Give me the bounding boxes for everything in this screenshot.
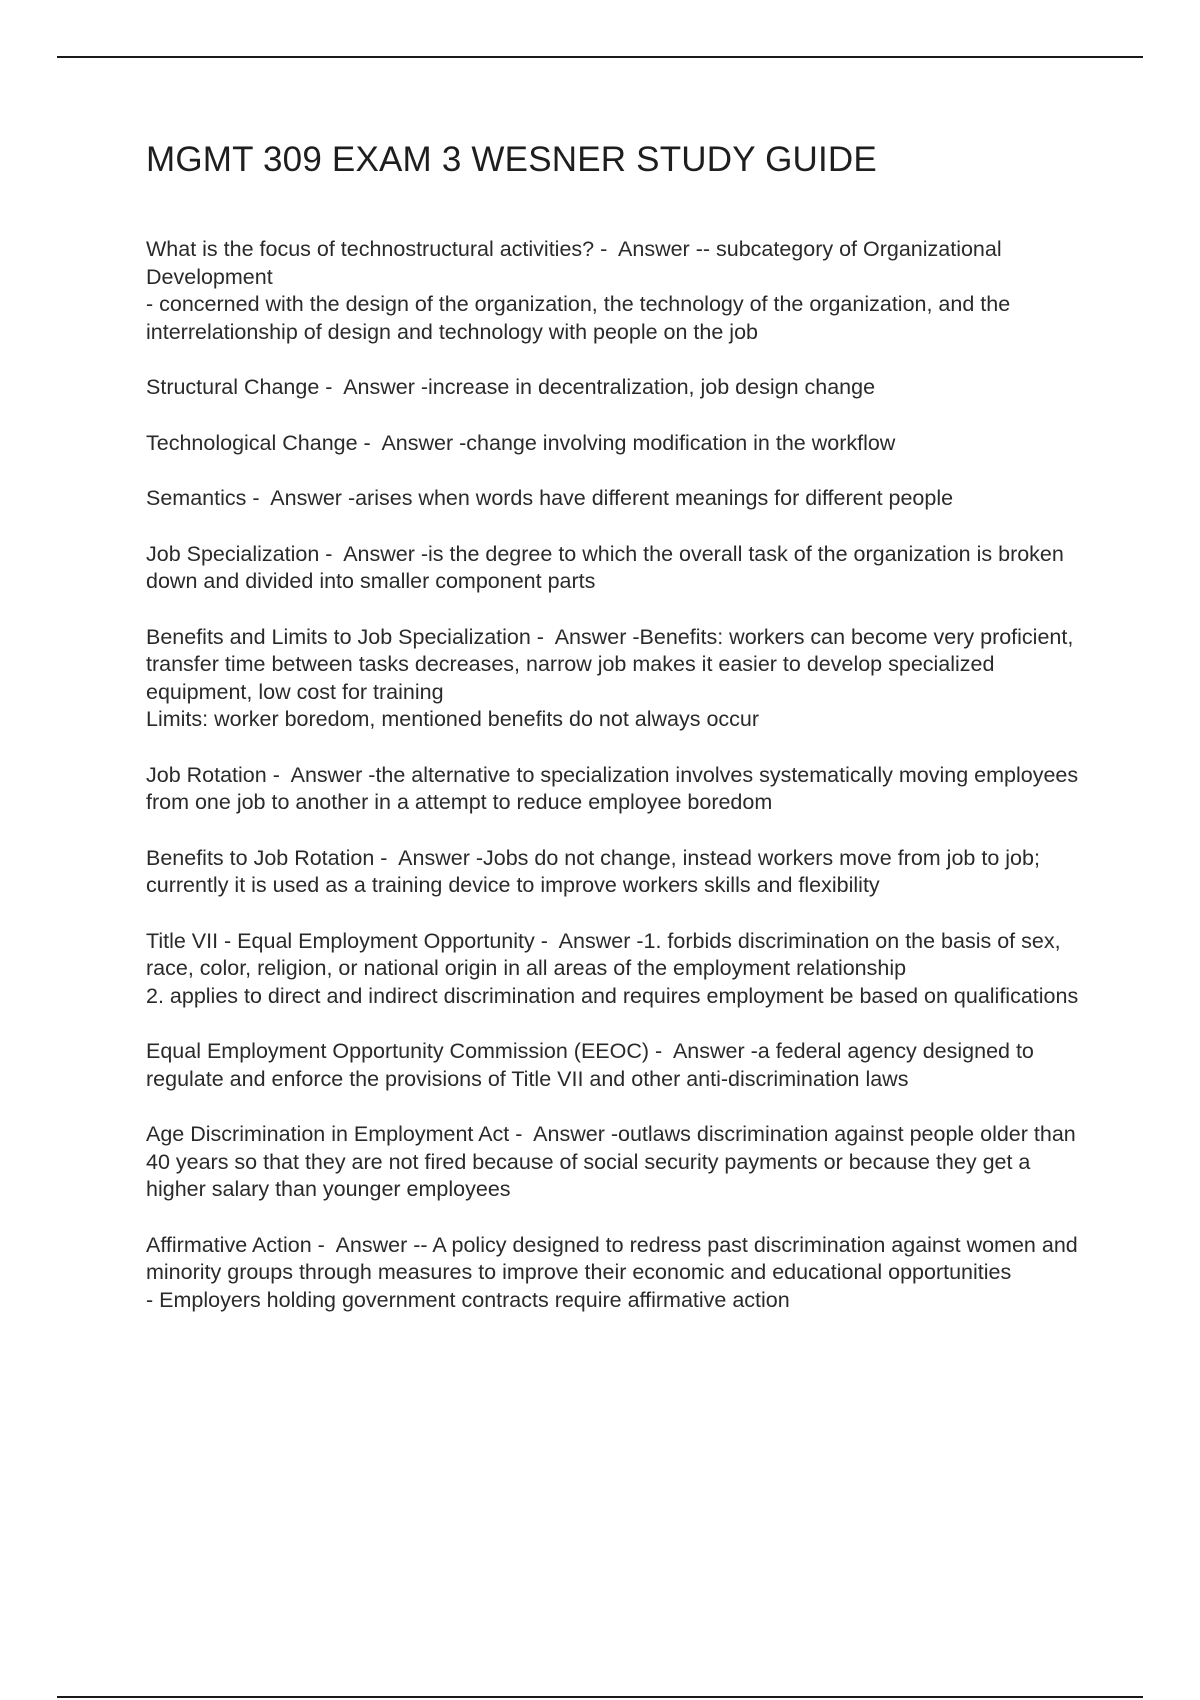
entry-list	[146, 236, 1096, 1314]
entry-first-line	[146, 928, 1096, 983]
entry-first-line	[146, 1038, 1096, 1093]
entry-answer-text: -outlaws discrimination against people older than 40 years so that they are not fired because of social security payments or because they get a higher salary than younger employees	[146, 1122, 1076, 1201]
entry-term: Age Discrimination in Employment Act	[146, 1122, 510, 1146]
entry-continuation-line	[146, 706, 1096, 734]
entry-term: Job Specialization	[146, 541, 320, 566]
entry-first-line	[146, 1232, 1096, 1287]
study-entry	[146, 236, 1096, 346]
study-entry	[146, 1121, 1096, 1204]
entry-answer-text: -a federal agency designed to regulate and enforce the provisions of Title VII and other anti-discrimination laws	[146, 1039, 1034, 1091]
entry-answer-text: -Jobs do not change, instead workers move from job to job; currently it is used as a training device to improve workers skills and flexibility	[146, 845, 1040, 897]
study-entry	[146, 541, 1096, 596]
answer-separator: - Answer	[594, 237, 696, 261]
entry-answer-text: - Employers holding government contracts require affirmative action	[146, 1287, 790, 1312]
entry-term: Equal Employment Opportunity Commission (EEOC)	[146, 1039, 650, 1063]
entry-term: Benefits to Job Rotation	[146, 845, 375, 870]
answer-separator: - Answer	[509, 1122, 611, 1146]
entry-answer-text: Limits: worker boredom, mentioned benefits do not always occur	[146, 707, 760, 731]
entry-answer-text: -Benefits: workers can become very proficient, transfer time between tasks decreases, narrow job makes it easier to develop specialized equipment, low cost for training	[146, 624, 1074, 704]
entry-first-line	[146, 485, 1096, 513]
entry-continuation-line	[146, 291, 1096, 346]
entry-answer-text: -is the degree to which the overall task of the organization is broken down and divided into smaller component parts	[146, 541, 1064, 593]
answer-separator: - Answer	[311, 1232, 414, 1257]
study-guide-content	[146, 140, 1096, 1342]
entry-term: Title VII - Equal Employment Opportunity	[146, 928, 535, 953]
entry-term: Affirmative Action	[146, 1232, 312, 1257]
entry-term: Job Rotation	[146, 762, 267, 787]
entry-first-line	[146, 541, 1096, 596]
entry-continuation-line	[146, 983, 1096, 1011]
entry-first-line	[146, 374, 1096, 402]
entry-first-line	[146, 624, 1096, 707]
answer-separator: - Answer	[649, 1039, 751, 1063]
entry-term: Technological Change	[146, 430, 358, 455]
entry-term: What is the focus of technostructural activities?	[146, 237, 595, 261]
study-entry	[146, 374, 1096, 402]
entry-answer-text: - concerned with the design of the organization, the technology of the organization, and the interrelationship of design and technology with people on the job	[146, 292, 1011, 344]
entry-answer-text: -1. forbids discrimination on the basis of sex, race, color, religion, or national origin in all areas of the employment relationship	[146, 928, 1061, 980]
page-title: MGMT 309 EXAM 3 WESNER STUDY GUIDE	[146, 140, 877, 179]
study-entry	[146, 624, 1096, 734]
entry-answer-text: 2. applies to direct and indirect discrimination and requires employment be based on qualifications	[146, 983, 1079, 1008]
entry-term: Semantics	[146, 486, 247, 510]
entry-answer-text: -increase in decentralization, job design change	[420, 375, 876, 399]
answer-separator: - Answer	[246, 486, 348, 510]
entry-first-line	[146, 236, 1096, 291]
answer-separator: - Answer	[530, 624, 633, 649]
answer-separator: - Answer	[357, 430, 460, 455]
study-entry	[146, 485, 1096, 513]
top-divider	[57, 56, 1143, 58]
answer-separator: - Answer	[319, 541, 421, 566]
study-entry	[146, 430, 1096, 458]
entry-answer-text: -- A policy designed to redress past discrimination against women and minority groups through measures to improve their economic and educational opportunities	[146, 1232, 1078, 1284]
entry-answer-text: -arises when words have different meanings for different people	[347, 486, 954, 510]
entry-first-line	[146, 1121, 1096, 1204]
study-entry	[146, 1038, 1096, 1093]
entry-term: Benefits and Limits to Job Specialization	[146, 624, 531, 649]
entry-first-line	[146, 430, 1096, 458]
study-entry	[146, 928, 1096, 1011]
entry-term: Structural Change	[146, 375, 320, 399]
answer-separator: - Answer	[266, 762, 369, 787]
answer-separator: - Answer	[374, 845, 476, 870]
entry-answer-text: -- subcategory of Organizational Development	[146, 237, 1002, 289]
entry-continuation-line	[146, 1287, 1096, 1315]
entry-answer-text: -change involving modification in the workflow	[459, 430, 896, 455]
entry-answer-text: -the alternative to specialization involves systematically moving employees from one job to another in a attempt to reduce employee boredom	[146, 762, 1079, 814]
study-entry	[146, 845, 1096, 900]
study-entry	[146, 762, 1096, 817]
answer-separator: - Answer	[534, 928, 637, 953]
answer-separator: - Answer	[319, 375, 421, 399]
study-entry	[146, 1232, 1096, 1315]
bottom-divider	[57, 1696, 1143, 1698]
entry-first-line	[146, 845, 1096, 900]
entry-first-line	[146, 762, 1096, 817]
